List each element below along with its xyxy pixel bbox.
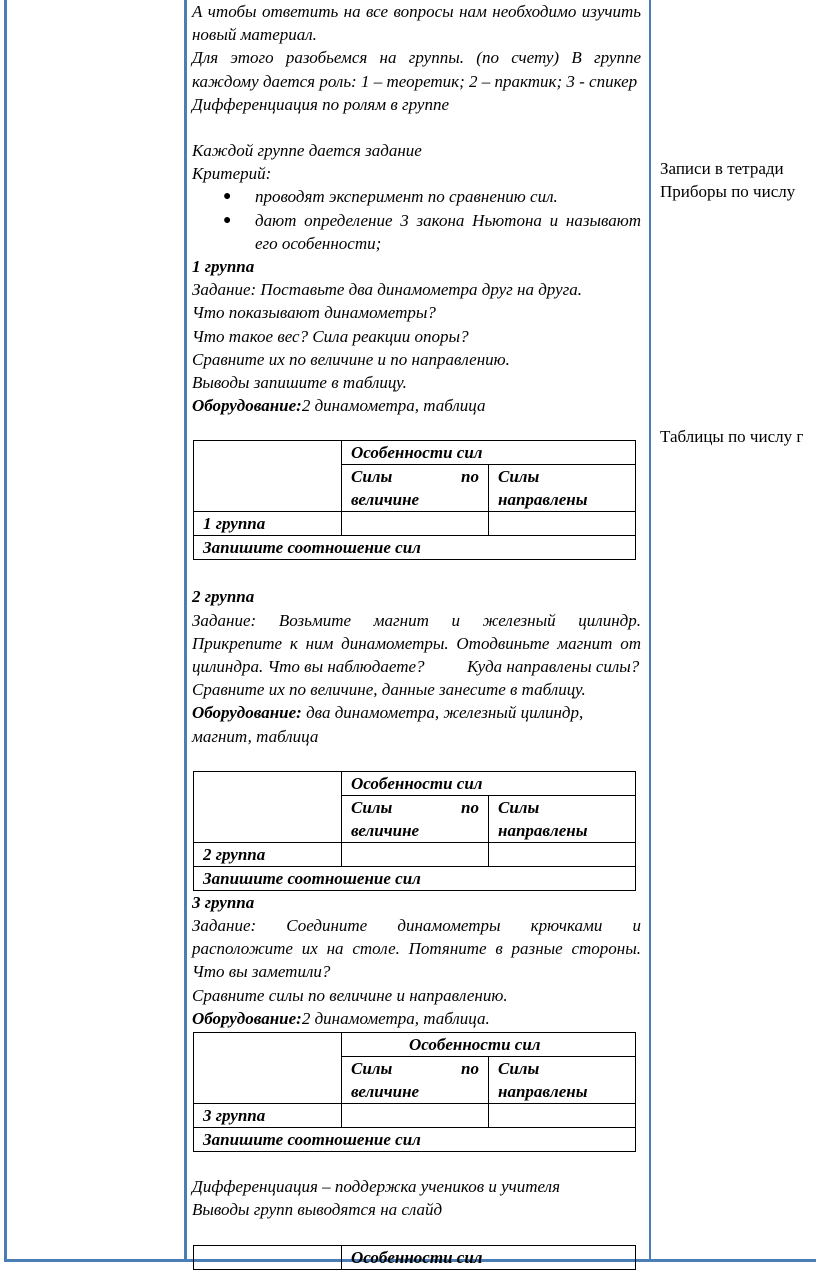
- forces-table: [193, 771, 636, 891]
- criteria-list: [192, 185, 641, 255]
- criteria-item: ● проводят эксперимент по сравнению сил.: [255, 185, 641, 208]
- col-magnitude: Силы по величине: [342, 795, 489, 842]
- closing-line: Выводы групп выводятся на слайд: [192, 1200, 443, 1220]
- group-task-line: Сравните их по величине и по направлению.: [192, 349, 510, 369]
- lesson-content-column: [192, 0, 641, 1270]
- group-equipment: Оборудование: два динамометра, железный цилиндр, магнит, таблица: [192, 703, 584, 746]
- notes-column: [660, 0, 816, 449]
- row-label: 3 группа: [194, 1104, 342, 1128]
- criteria-item: ● дают определение 3 закона Ньютона и называют его особенности;: [223, 210, 641, 253]
- forces-table: [193, 440, 636, 560]
- intro-paragraph: Дифференциация по ролям в группе: [192, 94, 450, 114]
- intro-paragraph: Для этого разобьемся на группы. (по счету) В группе каждому дается роль: 1 – теоретик; 2 – практик; 3 - спикер: [192, 48, 641, 91]
- col-direction: Силы направлены: [489, 465, 636, 512]
- intro-paragraph: А чтобы ответить на все вопросы нам необходимо изучить новый материал.: [192, 2, 641, 45]
- bullet-icon: ●: [223, 212, 232, 228]
- row-label: 2 группа: [194, 842, 342, 866]
- group-task-line: Задание: Поставьте два динамометра друг на друга.: [192, 280, 583, 300]
- notes-line: Приборы по числу: [660, 182, 796, 202]
- notes-line: Таблицы по числу г: [660, 427, 804, 447]
- group-task-line: Выводы запишите в таблицу.: [192, 373, 407, 393]
- forces-table: [193, 1245, 636, 1270]
- column-divider-right: [649, 0, 651, 1262]
- group-equipment: Оборудование:2 динамометра, таблица.: [192, 1008, 490, 1028]
- col-magnitude: Силы по величине: [342, 1057, 489, 1104]
- group-task-line: Что такое вес? Сила реакции опоры?: [192, 326, 469, 346]
- bullet-icon: ●: [223, 189, 232, 205]
- task-intro: Каждой группе дается задание: [192, 141, 422, 161]
- table-header: Особенности сил: [342, 1245, 636, 1269]
- table-footer: Запишите соотношение сил: [194, 1128, 636, 1152]
- group-task-line: Что показывают динамометры?: [192, 303, 436, 323]
- col-direction: Силы направлены: [489, 1057, 636, 1104]
- column-divider-left: [184, 0, 187, 1262]
- closing-line: Дифференциация – поддержка учеников и учителя: [192, 1177, 560, 1197]
- group-title: 3 группа: [192, 892, 255, 912]
- table-header: Особенности сил: [342, 441, 636, 465]
- criterion-label: Критерий:: [192, 164, 272, 184]
- group-title: 2 группа: [192, 587, 255, 607]
- group-equipment: Оборудование:2 динамометра, таблица: [192, 396, 486, 416]
- row-label: 1 группа: [194, 512, 342, 536]
- col-magnitude: Силы по величине: [342, 465, 489, 512]
- group-task-line: Задание: Возьмите магнит и железный цилиндр. Прикрепите к ним динамометры. Отодвиньте магнит от цилиндра. Что вы наблюдаете? Куда направлены силы?: [192, 610, 641, 677]
- notes-line: Записи в тетради: [660, 159, 784, 178]
- table-footer: Запишите соотношение сил: [194, 536, 636, 560]
- group-title: 1 группа: [192, 257, 255, 277]
- col-direction: Силы направлены: [489, 795, 636, 842]
- group-task-line: Задание: Соедините динамометры крючками и расположите их на столе. Потяните в разные стороны. Что вы заметили?: [192, 916, 641, 982]
- table-footer: Запишите соотношение сил: [194, 866, 636, 890]
- table-header: Особенности сил: [342, 1033, 636, 1057]
- table-header: Особенности сил: [342, 771, 636, 795]
- group-task-line: Сравните их по величине, данные занесите в таблицу.: [192, 680, 586, 700]
- forces-table: [193, 1032, 636, 1152]
- group-task-line: Сравните силы по величине и направлению.: [192, 985, 508, 1005]
